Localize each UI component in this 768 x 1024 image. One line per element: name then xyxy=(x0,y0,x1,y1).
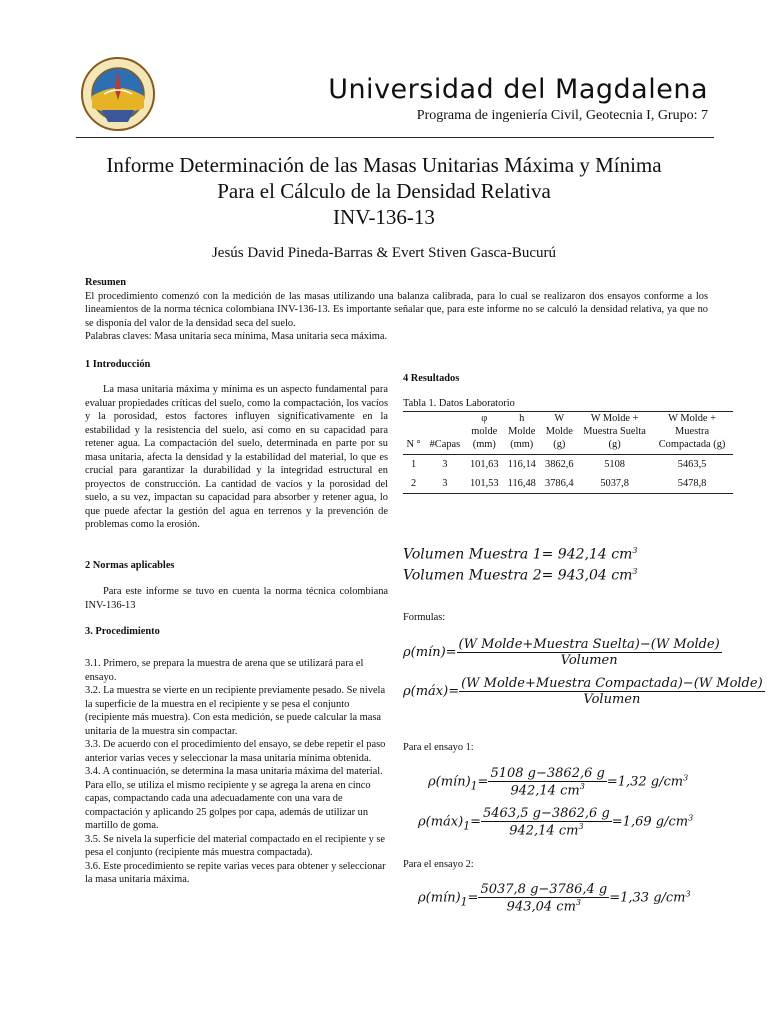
ensayo-2-min: $\rho(mín)_1=$ $\frac{5037,8 g-3786,4 g}{943,04 cm^3}$ =1,33 $g/cm^3$ xyxy=(418,882,691,915)
col-header: h Molde (mm) xyxy=(503,412,541,455)
table-row xyxy=(403,455,733,475)
step-3-1: 3.1. Primero, se prepara la muestra de arena que se utilizará para el ensayo. xyxy=(85,658,364,683)
col-header: N ° xyxy=(403,412,424,455)
formula-max: ρ(máx)= $\frac{\text{(W Molde+Muestra Compactada)−(W Molde)}}{\text{Volumen}}$ xyxy=(403,676,763,707)
table-cell: 3862,6 xyxy=(545,459,574,470)
col-header: #Capas xyxy=(424,412,465,455)
formula-min: ρ(mín)= $\frac{\text{(W Molde+Muestra Suelta)−(W Molde)}}{\text{Volumen}}$ xyxy=(403,637,720,668)
program-line: Programa de ingeniería Civil, Geotecnia I, Grupo: 7 xyxy=(416,108,708,123)
resultados-heading: 4 Resultados xyxy=(403,373,460,384)
procedimiento-heading: 3. Procedimiento xyxy=(85,626,160,637)
table-cell: 5478,8 xyxy=(651,474,733,494)
abstract xyxy=(85,276,708,344)
intro-body: La masa unitaria máxima y mínima es un aspecto fundamental para evaluar propiedades críticas del suelo, como la compactación, los vacíos y la porosidad, estos factores influyen significativamente en la estabilidad y la resistencia del suelo, así como en su capacidad para retener agua. La compactación del suelo, determinada en parte por su masa unitaria, afecta la densidad y la estabilidad del material, lo que es crucial para garantizar la durabilidad y la integridad estructural en proyectos de construcción. La cantidad de vacíos y la porosidad del suelo, a su vez, impactan su capacidad para absorber y retener agua, lo que puede afectar la gestión del agua en terrenos y la prevención de problemas como la erosión. xyxy=(85,384,388,530)
ensayo-1-min: $\rho(mín)_1=$ $\frac{5108 g-3862,6 g}{942,14 cm^3}$ =1,32 $g/cm^3$ xyxy=(428,766,689,799)
table-cell: 5108 xyxy=(604,459,625,470)
table-cell: 116,48 xyxy=(503,474,541,494)
col-header: W Molde (g) xyxy=(541,412,579,455)
table-caption: Tabla 1. Datos Laboratorio xyxy=(403,398,515,409)
table-cell: 3786,4 xyxy=(541,474,579,494)
ensayo-1-max: $\rho(máx)_1=$ $\frac{5463,5 g-3862,6 g}{942,14 cm^3}$ =1,69 $g/cm^3$ xyxy=(418,806,694,839)
table-cell: 101,53 xyxy=(466,474,503,494)
table-cell: 2 xyxy=(403,474,424,494)
intro-heading: 1 Introducción xyxy=(85,359,151,370)
formulas-label: Formulas: xyxy=(403,612,446,623)
table-header-row xyxy=(403,412,733,455)
lab-data-table-wrap xyxy=(403,411,733,494)
step-3-3: 3.3. De acuerdo con el procedimiento del ensayo, se debe repetir el paso anterior varias veces y seleccionar la masa unitaria mínima obtenida. xyxy=(85,739,386,764)
ensayo-1-label: Para el ensayo 1: xyxy=(403,742,474,753)
table-cell: 3 xyxy=(442,459,448,470)
volume-1: Volumen Muestra 1= 942,14 $cm^3$ xyxy=(403,546,638,563)
paper-title xyxy=(60,152,708,230)
step-3-4: 3.4. A continuación, se determina la masa unitaria máxima del material. Para ello, se utiliza el mismo recipiente y se agrega la arena en cinco capas, compactando cada una adecuadamente con una vara de compactación y aplicando 25 golpes por capa, además de utilizar un martillo de goma. xyxy=(85,766,383,831)
col-header: W Molde + Muestra Compactada (g) xyxy=(651,412,733,455)
abstract-body: El procedimiento comenzó con la medición de las masas utilizando una balanza calibrada, para lo cual se realizaron dos ensayos conforme a los lineamientos de la norma técnica colombiana INV-136-13. Es importante señalar que, para este informe no se calculó la densidad relativa, ya que no se disponía del valor de la densidad seca del suelo. xyxy=(85,290,708,329)
table-cell: 5037,8 xyxy=(578,474,651,494)
normas-heading: 2 Normas aplicables xyxy=(85,560,175,571)
university-logo xyxy=(80,56,156,132)
table-row xyxy=(403,474,733,494)
table-cell: 3 xyxy=(424,474,465,494)
step-3-2: 3.2. La muestra se vierte en un recipiente previamente pesado. Se nivela la superficie de la muestra en el recipiente y se pesa el conjunto (recipiente más muestra). Con esta medición, se puede calcular la masa unitaria de la muestra sin compactar. xyxy=(85,685,386,737)
abstract-heading: Resumen xyxy=(85,277,126,288)
title-line-2: Para el Cálculo de la Densidad Relativa xyxy=(217,179,551,203)
volume-2: Volumen Muestra 2= 943,04 $cm^3$ xyxy=(403,567,638,584)
header-rule xyxy=(76,137,714,138)
authors: Jesús David Pineda-Barras & Evert Stiven Gasca-Bucurú xyxy=(211,245,557,261)
university-name: Universidad del Magdalena xyxy=(328,74,708,105)
lab-data-table xyxy=(403,411,733,494)
normas-body: Para este informe se tuvo en cuenta la norma técnica colombiana INV-136-13 xyxy=(85,586,388,611)
keywords: Palabras claves: Masa unitaria seca mínima, Masa unitaria seca máxima. xyxy=(85,331,388,342)
step-3-6: 3.6. Este procedimiento se repite varias veces para obtener y seleccionar la masa unitaria máxima. xyxy=(85,860,386,885)
procedimiento-body xyxy=(85,657,388,887)
table-cell: 5463,5 xyxy=(677,459,707,470)
ensayo-2-label: Para el ensayo 2: xyxy=(403,859,474,870)
table-cell: 116,14 xyxy=(507,459,536,470)
step-3-5: 3.5. Se nivela la superficie del material compactado en el recipiente y se pesa el conjunto (recipiente más muestra compactada). xyxy=(85,833,386,858)
table-cell: 101,63 xyxy=(469,459,499,470)
col-header: φ molde (mm) xyxy=(466,412,503,455)
col-header: W Molde + Muestra Suelta (g) xyxy=(578,412,651,455)
title-line-1: Informe Determinación de las Masas Unitarias Máxima y Mínima xyxy=(106,153,662,177)
title-line-3: INV-136-13 xyxy=(333,205,435,229)
table-cell: 1 xyxy=(410,459,417,470)
